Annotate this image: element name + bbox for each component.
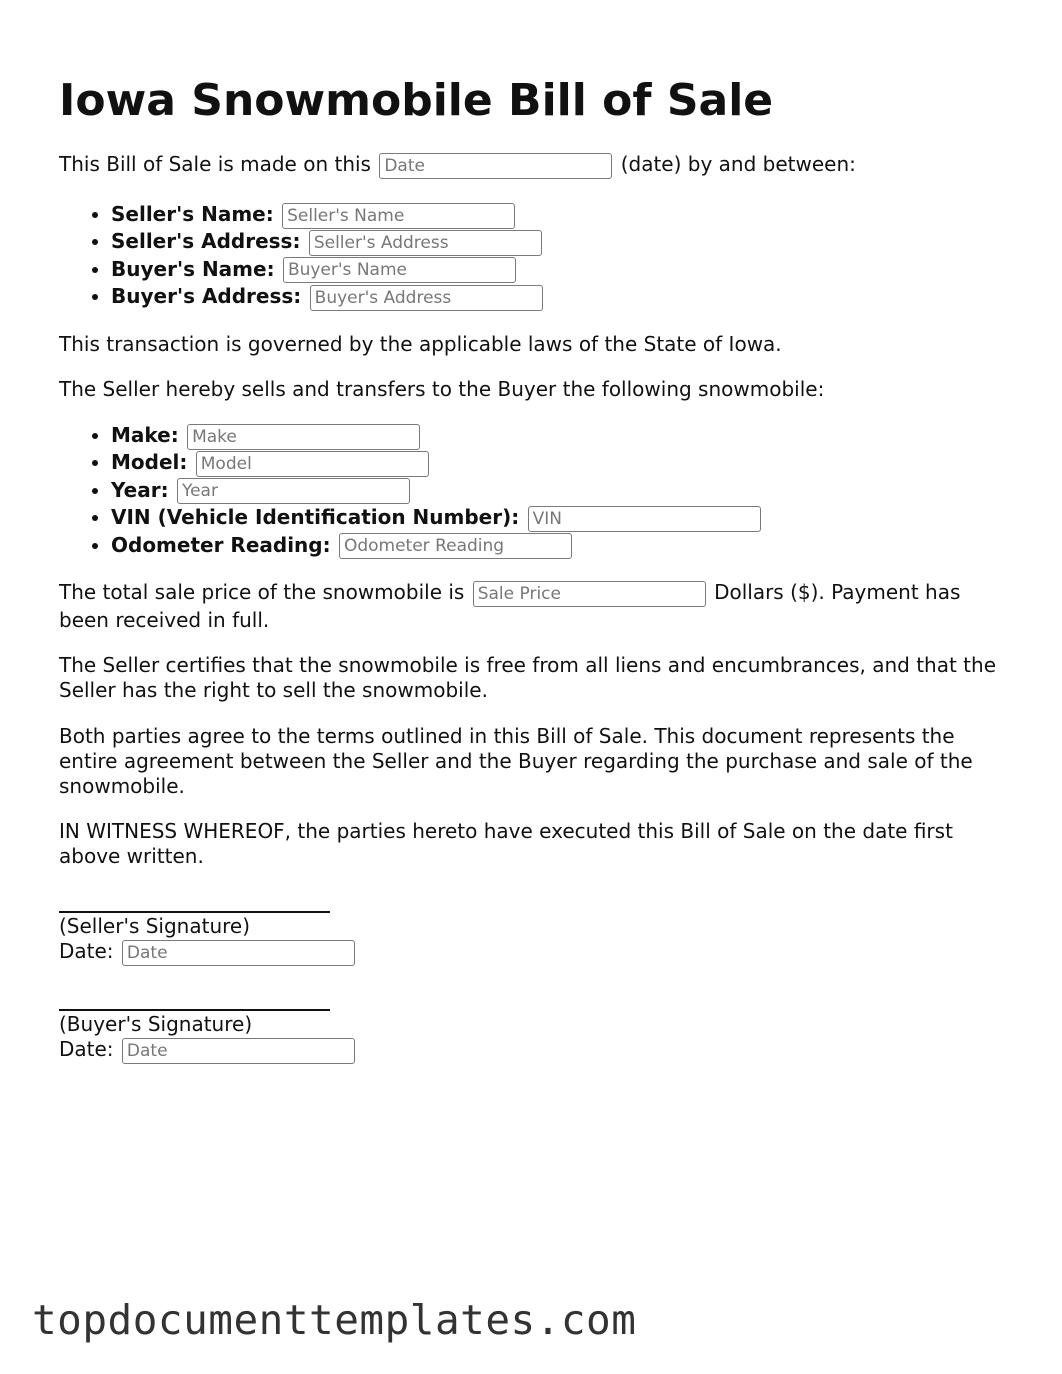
model-input[interactable]	[196, 451, 429, 477]
odometer-input[interactable]	[339, 533, 572, 559]
list-item	[111, 228, 545, 255]
odometer-label: Odometer Reading:	[111, 532, 331, 557]
seller-signature-line[interactable]	[59, 911, 330, 913]
intro-text: This Bill of Sale is made on this	[59, 152, 371, 176]
payment-received-text: been received in full.	[59, 608, 270, 632]
buyer-address-input[interactable]	[310, 285, 543, 311]
transfer-statement: The Seller hereby sells and transfers to the Buyer the following snowmobile:	[59, 377, 825, 401]
buyer-name-label: Buyer's Name:	[111, 256, 275, 281]
seller-date-input[interactable]	[122, 940, 355, 966]
seller-name-label: Seller's Name:	[111, 202, 274, 226]
sale-price-input[interactable]	[473, 581, 706, 607]
list-item	[111, 256, 545, 283]
seller-address-input[interactable]	[309, 230, 542, 256]
list-item	[111, 283, 545, 310]
watermark-text: topdocumenttemplates.com	[32, 1296, 637, 1344]
price-text: The total sale price of the snowmobile is	[59, 580, 465, 604]
sale-date-input[interactable]	[379, 153, 612, 179]
list-item	[111, 477, 763, 504]
vin-label: VIN (Vehicle Identification Number):	[111, 505, 520, 530]
agreement-paragraph: Both parties agree to the terms outlined in this Bill of Sale. This document represents the entire agreement between the Seller and the Buyer regarding the purchase and sale of the snowmobile.	[59, 724, 973, 798]
governing-law-text: This transaction is governed by the applicable laws of the State of Iowa.	[59, 332, 782, 356]
intro-line	[59, 152, 856, 179]
year-label: Year:	[111, 477, 169, 502]
seller-address-label: Seller's Address:	[111, 229, 301, 254]
certification-paragraph: The Seller certifies that the snowmobile is free from all liens and encumbrances, and that the Seller has the right to sell the snowmobile.	[59, 653, 996, 702]
seller-date-row	[59, 939, 357, 966]
seller-signature-label: (Seller's Signature)	[59, 914, 251, 938]
buyer-date-label: Date:	[59, 1037, 114, 1061]
buyer-date-row	[59, 1037, 357, 1064]
witness-paragraph: IN WITNESS WHEREOF, the parties hereto have executed this Bill of Sale on the date first above written.	[59, 819, 953, 868]
list-item	[111, 532, 763, 559]
parties-list	[59, 201, 545, 311]
list-item	[111, 201, 545, 228]
list-item	[111, 422, 763, 449]
vin-input[interactable]	[528, 506, 761, 532]
document-title: Iowa Snowmobile Bill of Sale	[59, 75, 774, 126]
model-label: Model:	[111, 450, 188, 475]
make-label: Make:	[111, 423, 179, 447]
buyer-signature-line[interactable]	[59, 1009, 330, 1011]
price-text-after: Dollars ($). Payment has	[714, 580, 961, 604]
list-item	[111, 504, 763, 531]
seller-date-label: Date:	[59, 939, 114, 963]
buyer-date-input[interactable]	[122, 1038, 355, 1064]
seller-name-input[interactable]	[282, 203, 515, 229]
year-input[interactable]	[177, 478, 410, 504]
buyer-name-input[interactable]	[283, 257, 516, 283]
buyer-signature-label: (Buyer's Signature)	[59, 1012, 253, 1036]
price-line	[59, 580, 960, 607]
make-input[interactable]	[187, 424, 420, 450]
list-item	[111, 449, 763, 476]
intro-text-after: (date) by and between:	[620, 152, 856, 176]
vehicle-details-list	[59, 422, 763, 559]
buyer-address-label: Buyer's Address:	[111, 284, 302, 309]
